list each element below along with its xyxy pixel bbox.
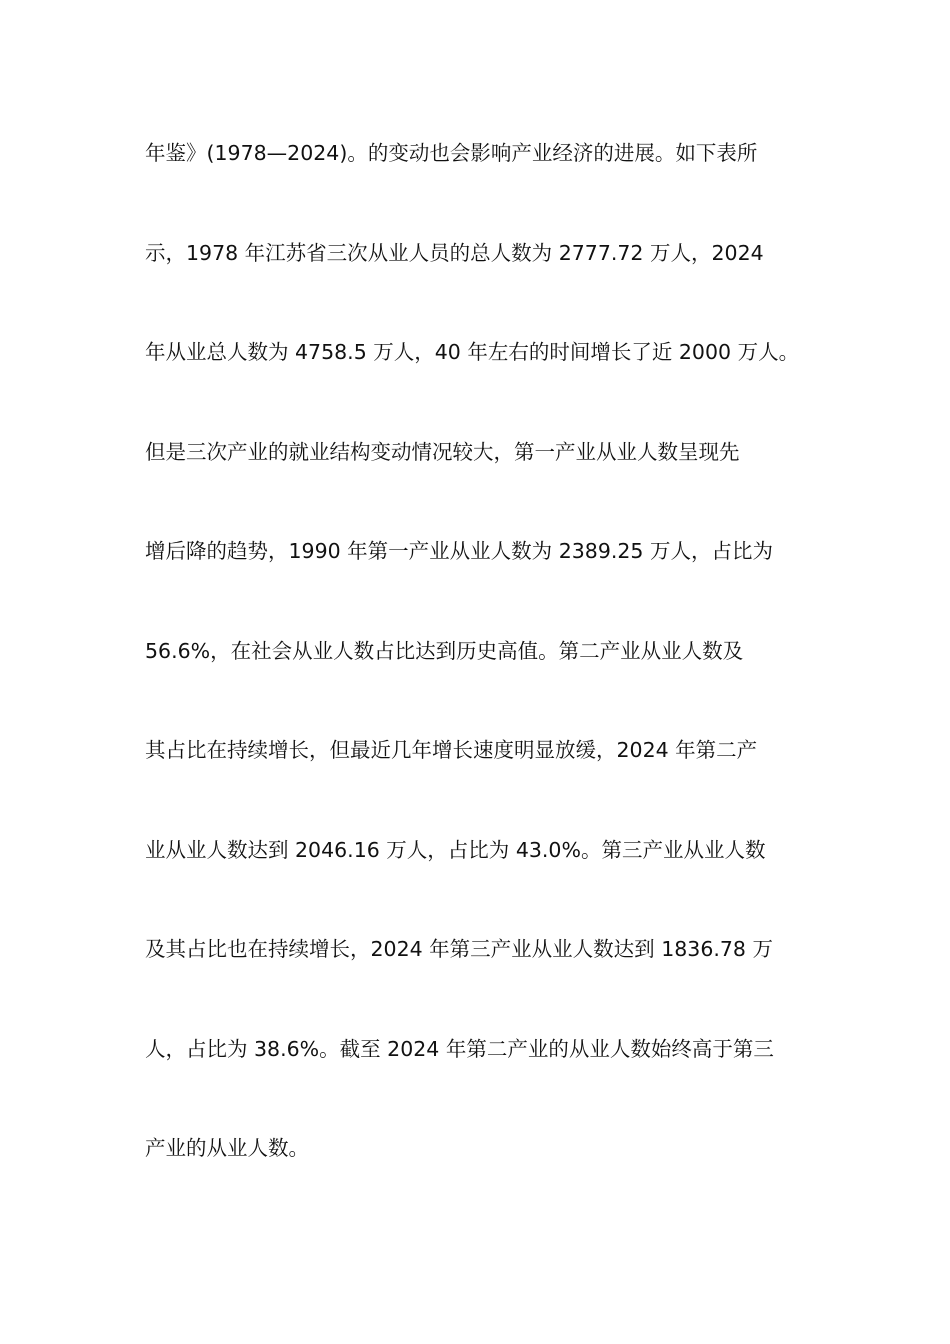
paragraph-line-6: 56.6%，在社会从业人数占比达到历史高值。第二产业从业人数及 bbox=[145, 638, 744, 663]
paragraph-line-4: 但是三次产业的就业结构变动情况较大，第一产业从业人数呈现先 bbox=[145, 439, 740, 464]
paragraph-line-8: 业从业人数达到 2046.16 万人，占比为 43.0%。第三产业从业人数 bbox=[145, 837, 766, 862]
paragraph-line-7: 其占比在持续增长，但最近几年增长速度明显放缓，2024 年第二产 bbox=[145, 738, 758, 762]
paragraph-line-11: 产业的从业人数。 bbox=[145, 1136, 309, 1160]
paragraph-line-10: 人，占比为 38.6%。截至 2024 年第二产业的从业人数始终高于第三 bbox=[145, 1036, 774, 1061]
paragraph-line-3: 年从业总人数为 4758.5 万人，40 年左右的时间增长了近 2000 万人。 bbox=[145, 340, 800, 364]
paragraph-line-5: 增后降的趋势，1990 年第一产业从业人数为 2389.25 万人，占比为 bbox=[145, 539, 773, 563]
paragraph-line-2: 示，1978 年江苏省三次从业人员的总人数为 2777.72 万人，2024 bbox=[145, 240, 764, 265]
paragraph-line-9: 及其占比也在持续增长，2024 年第三产业从业人数达到 1836.78 万 bbox=[145, 937, 773, 961]
paragraph-line-1: 年鉴》(1978—2024)。的变动也会影响产业经济的进展。如下表所 bbox=[145, 141, 758, 165]
body-paragraph bbox=[145, 131, 845, 1226]
